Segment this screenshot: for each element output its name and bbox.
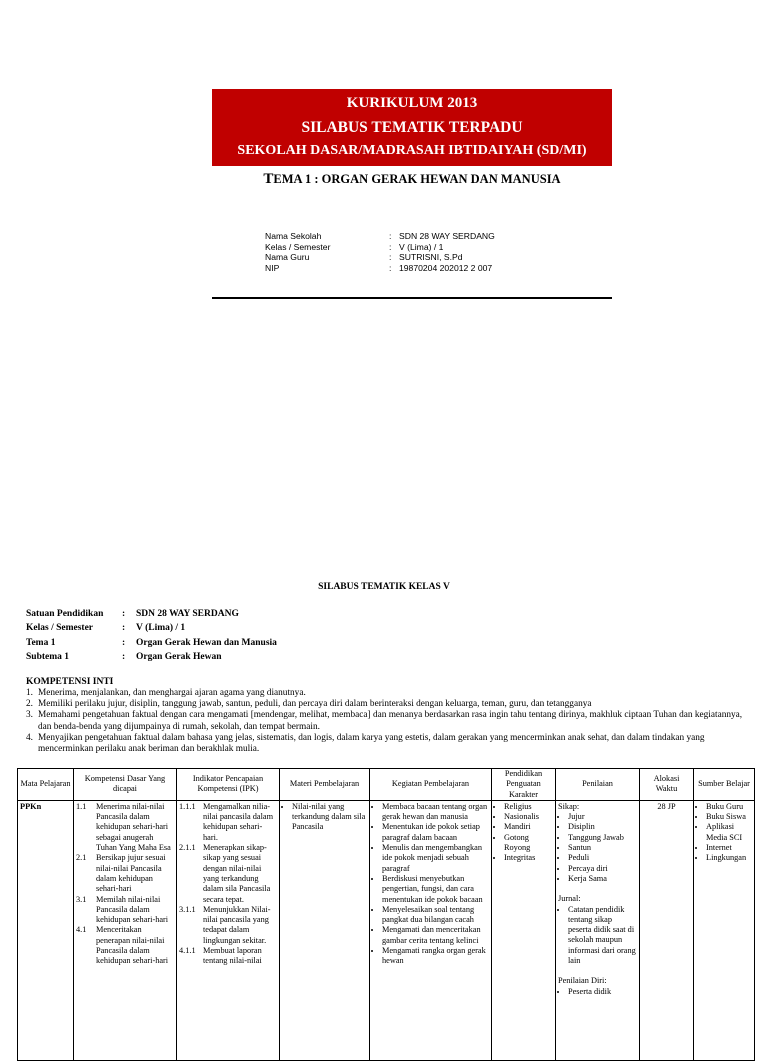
core-competence-heading: KOMPETENSI INTI [26, 677, 114, 687]
list-item: 3.1 Memilah nilai-nilai Pancasila dalam kehidupan sehari-hari [76, 894, 169, 925]
list-item: • Nasionalis [504, 812, 553, 822]
list-item: • Gotong Royong [504, 833, 553, 854]
penilaian-cell [556, 800, 640, 1060]
meta-row: Kelas / Semester : V (Lima) / 1 [26, 623, 186, 634]
list-item: 4.1 Menceritakan penerapan nilai-nilai Pancasila dalam kehidupan sehari-hari [76, 925, 169, 966]
list-item: 3.1.1 Menunjukkan Nilai-nilai pancasila yang tedapat dalam lingkungan sekitar. [179, 904, 271, 945]
column-header: Sumber Belajar [694, 769, 755, 801]
curriculum-title: KURIKULUM 2013 [346, 95, 478, 111]
syllabus-table [17, 768, 755, 1061]
syllabus-title: SILABUS TEMATIK TERPADU [301, 119, 523, 136]
info-row: Nama Guru : SUTRISNI, S.Pd [265, 252, 463, 263]
meta-row: Satuan Pendidikan : SDN 28 WAY SERDANG [26, 609, 239, 619]
column-header: Kompetensi Dasar Yang dicapai [74, 769, 177, 801]
list-item: • Jujur [568, 812, 637, 822]
list-item: • Mandiri [504, 822, 553, 832]
list-item: • Mengamati dan menceritakan gambar cerita tentang kelinci [382, 925, 489, 946]
meta-row: Tema 1 : Organ Gerak Hewan dan Manusia [26, 637, 277, 648]
list-item: • Peduli [568, 853, 637, 863]
self-assessment-label: Penilaian Diri: [558, 976, 607, 986]
list-item: • Lingkungan [706, 853, 752, 863]
table-row [18, 800, 755, 1060]
list-item: • Kerja Sama [568, 874, 637, 884]
identity-block [265, 231, 495, 273]
list-item: 2.1 Bersikap jujur sesuai nilai-nilai Pancasila dalam kehidupan sehari-hari [76, 853, 166, 894]
info-row: Kelas / Semester : V (Lima) / 1 [265, 241, 444, 252]
list-item: 2.1.1 Menerapkan sikap-sikap yang sesuai dengan nilai-nilai yang terkandung dalam sila Pancasila secara tepat. [179, 843, 271, 904]
list-item: 4.1.1 Membuat laporan tentang nilai-nilai [179, 946, 262, 966]
column-header: Kegiatan Pembelajaran [370, 769, 492, 801]
divider [212, 297, 612, 299]
list-item: • Menulis dan mengembangkan ide pokok menjadi sebuah paragraf [382, 843, 489, 874]
list-item: 2. Memiliki perilaku jujur, disiplin, tanggung jawab, santun, peduli, dan percaya diri dalam berinteraksi dengan keluarga, teman, guru, dan tetangganya [26, 699, 592, 710]
school-level-title: SEKOLAH DASAR/MADRASAH IBTIDAIYAH (SD/MI) [237, 143, 587, 158]
meta-row: Subtema 1 : Organ Gerak Hewan [26, 651, 222, 662]
list-item: • Catatan pendidik tentang sikap peserta didik saat di sekolah maupun informasi dari orang lain [568, 905, 637, 967]
table-header-row [18, 769, 755, 801]
list-item: • Santun [568, 843, 637, 853]
column-header: Materi Pembelajaran [280, 769, 370, 801]
list-item: • Tanggung Jawab [568, 833, 637, 843]
list-item: 4. Menyajikan pengetahuan faktual dalam bahasa yang jelas, sistematis, dan logis, dalam karya yang estetis, dalam gerakan yang mencerminkan anak sehat, dan dalam tindakan yang mencerminkan perilaku anak beriman dan berakhlak mulia. [26, 732, 705, 755]
materi-cell [280, 800, 370, 1060]
list-item: 1.1.1 Mengamalkan nilia-nilai pancasila dalam kehidupan sehari-hari. [179, 801, 274, 842]
list-item: • Aplikasi Media SCI [706, 822, 752, 843]
karakter-cell [492, 800, 556, 1060]
list-item: • Berdiskusi menyebutkan pengertian, fungsi, dan cara menentukan ide pokok bacaan [382, 874, 489, 905]
sikap-label: Sikap: [558, 801, 580, 811]
list-item: 1. Menerima, menjalankan, dan menghargai ajaran agama yang dianutnya. [26, 688, 306, 698]
list-item: • Membaca bacaan tentang organ gerak hewan dan manusia [382, 802, 489, 823]
list-item: • Peserta didik [568, 987, 637, 997]
list-item: • Menyelesaikan soal tentang pangkat dua bilangan cacah [382, 905, 489, 926]
list-item: 3. Memahami pengetahuan faktual dengan cara mengamati [mendengar, melihat, membaca] dan menanya berdasarkan rasa ingin tahu tentang dirinya, makhluk ciptaan Tuhan dan kegiatannya, dan benda-benda yang dijumpainya di rumah, sekolah, dan tempat bermain. [26, 710, 743, 732]
list-item: • Menentukan ide pokok setiap paragraf dalam bacaan [382, 822, 489, 843]
ipk-cell [177, 800, 280, 1060]
kegiatan-cell [370, 800, 492, 1060]
column-header: Mata Pelajaran [18, 769, 74, 801]
list-item: • Religius [504, 802, 553, 812]
list-item: • Buku Siswa [706, 812, 752, 822]
list-item: • Disiplin [568, 822, 637, 832]
column-header: Alokasi Waktu [640, 769, 694, 801]
column-header: Pendidikan Penguatan Karakter [492, 769, 556, 801]
info-row: NIP : 19870204 202012 2 007 [265, 262, 493, 273]
list-item: • Percaya diri [568, 864, 637, 874]
metadata-block [26, 607, 277, 664]
list-item: • Mengamati rangka organ gerak hewan [382, 946, 489, 967]
list-item: • Internet [706, 843, 752, 853]
list-item: • Integritas [504, 853, 553, 863]
column-header: Penilaian [556, 769, 640, 801]
title-banner [212, 89, 612, 166]
subject-cell: PPKn [18, 800, 74, 1060]
alokasi-cell: 28 JP [640, 800, 694, 1060]
column-header: Indikator Pencapaian Kompetensi (IPK) [177, 769, 280, 801]
kd-cell [74, 800, 177, 1060]
list-item: 1.1 Menerima nilai-nilai Pancasila dalam kehidupan sehari-hari sebagai anugerah Tuhan Yang Maha Esa [76, 801, 171, 853]
core-competence-list [26, 688, 746, 755]
sumber-cell [694, 800, 755, 1060]
list-item: • Nilai-nilai yang terkandung dalam sila Pancasila [292, 802, 367, 833]
info-row: Nama Sekolah : SDN 28 WAY SERDANG [265, 231, 495, 241]
theme-title: TEMA 1 : ORGAN GERAK HEWAN DAN MANUSIA [263, 171, 561, 187]
list-item: • Buku Guru [706, 802, 752, 812]
syllabus-subtitle: SILABUS TEMATIK KELAS V [318, 582, 450, 592]
jurnal-label: Jurnal: [558, 894, 581, 904]
